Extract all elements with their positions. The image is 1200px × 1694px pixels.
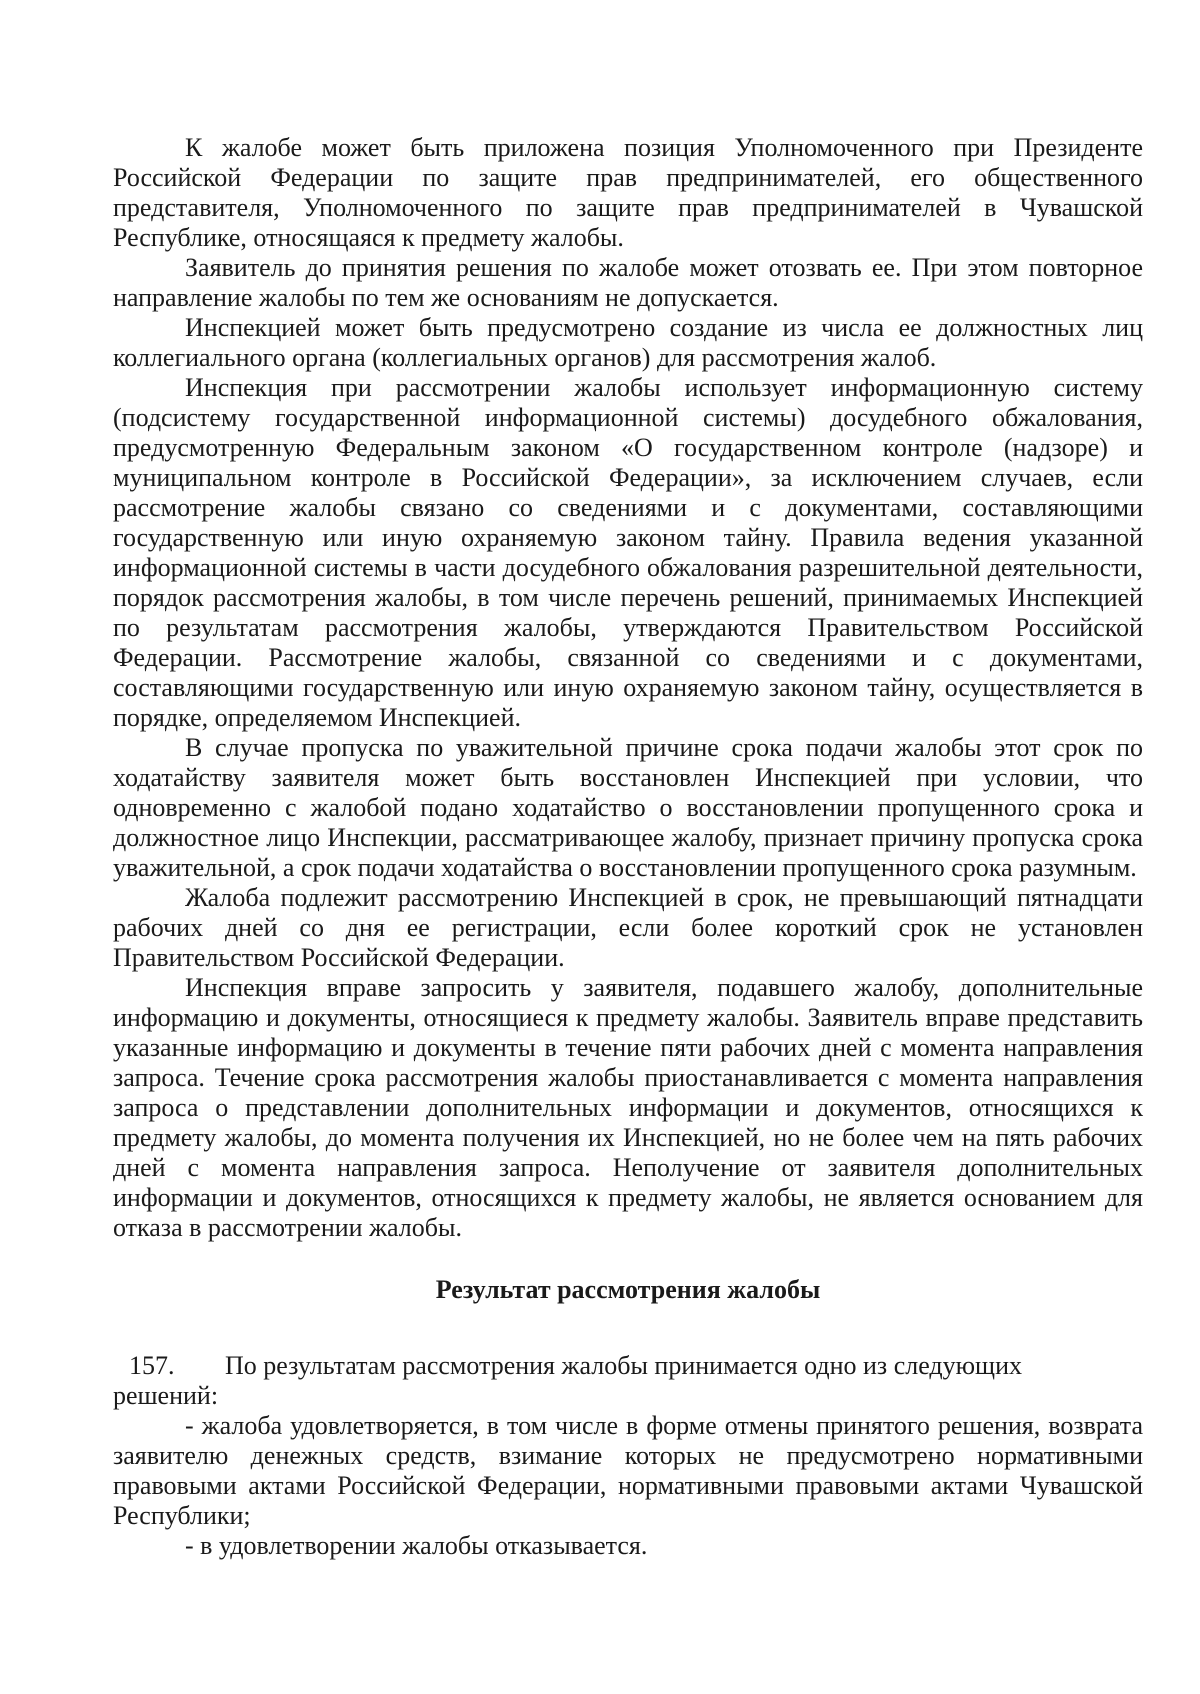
- item-number: 157.: [129, 1351, 175, 1380]
- paragraph-attachment: К жалобе может быть приложена позиция Уполномоченного при Президенте Российской Федерации по защите прав предпринимателей, его общественного представителя, Уполномоченного по защите прав предпринимателей в Чувашской Республике, относящаяся к предмету жалобы.: [113, 133, 1143, 252]
- section-heading: Результат рассмотрения жалобы: [435, 1275, 821, 1304]
- document-page: [113, 133, 1143, 1561]
- item-text: По результатам рассмотрения жалобы принимается одно из следующих: [225, 1351, 1022, 1380]
- paragraph-additional-documents: Инспекция вправе запросить у заявителя, подавшего жалобу, дополнительные информацию и документы, относящиеся к предмету жалобы. Заявитель вправе представить указанные информацию и документы в течение пяти рабочих дней с момента направления запроса. Течение срока рассмотрения жалобы приостанавливается с момента направления запроса о представлении дополнительных информации и документов, относящихся к предмету жалобы, до момента получения их Инспекцией, но не более чем на пять рабочих дней с момента направления запроса. Неполучение от заявителя дополнительных информации и документов, относящихся к предмету жалобы, не является основанием для отказа в рассмотрении жалобы.: [113, 973, 1143, 1242]
- paragraph-deadline-restoration: В случае пропуска по уважительной причине срока подачи жалобы этот срок по ходатайству заявителя может быть восстановлен Инспекцией при условии, что одновременно с жалобой подано ходатайство о восстановлении пропущенного срока и должностное лицо Инспекции, рассматривающее жалобу, признает причину пропуска срока уважительной, а срок подачи ходатайства о восстановлении пропущенного срока разумным.: [113, 733, 1143, 882]
- option-satisfied: - жалоба удовлетворяется, в том числе в форме отмены принятого решения, возврата заявителю денежных средств, взимание которых не предусмотрено нормативными правовыми актами Российской Федерации, нормативными правовыми актами Чувашской Республики;: [113, 1411, 1143, 1530]
- option-refused: - в удовлетворении жалобы отказывается.: [185, 1531, 648, 1560]
- paragraph-withdrawal: Заявитель до принятия решения по жалобе может отозвать ее. При этом повторное направление жалобы по тем же основаниям не допускается.: [113, 253, 1143, 312]
- numbered-item: [113, 1351, 1143, 1381]
- paragraph-review-period: Жалоба подлежит рассмотрению Инспекцией в срок, не превышающий пятнадцати рабочих дней со дня ее регистрации, если более короткий срок не установлен Правительством Российской Федерации.: [113, 883, 1143, 972]
- item-continuation: решений:: [113, 1381, 219, 1410]
- paragraph-collegial-body: Инспекцией может быть предусмотрено создание из числа ее должностных лиц коллегиального органа (коллегиальных органов) для рассмотрения жалоб.: [113, 313, 1143, 372]
- paragraph-information-system: Инспекция при рассмотрении жалобы использует информационную систему (подсистему государственной информационной системы) досудебного обжалования, предусмотренную Федеральным законом «О государственном контроле (надзоре) и муниципальном контроле в Российской Федерации», за исключением случаев, если рассмотрение жалобы связано со сведениями и с документами, составляющими государственную или иную охраняемую законом тайну. Правила ведения указанной информационной системы в части досудебного обжалования разрешительной деятельности, порядок рассмотрения жалобы, в том числе перечень решений, принимаемых Инспекцией по результатам рассмотрения жалобы, утверждаются Правительством Российской Федерации. Рассмотрение жалобы, связанной со сведениями и с документами, составляющими государственную или иную охраняемую законом тайну, осуществляется в порядке, определяемом Инспекцией.: [113, 373, 1143, 732]
